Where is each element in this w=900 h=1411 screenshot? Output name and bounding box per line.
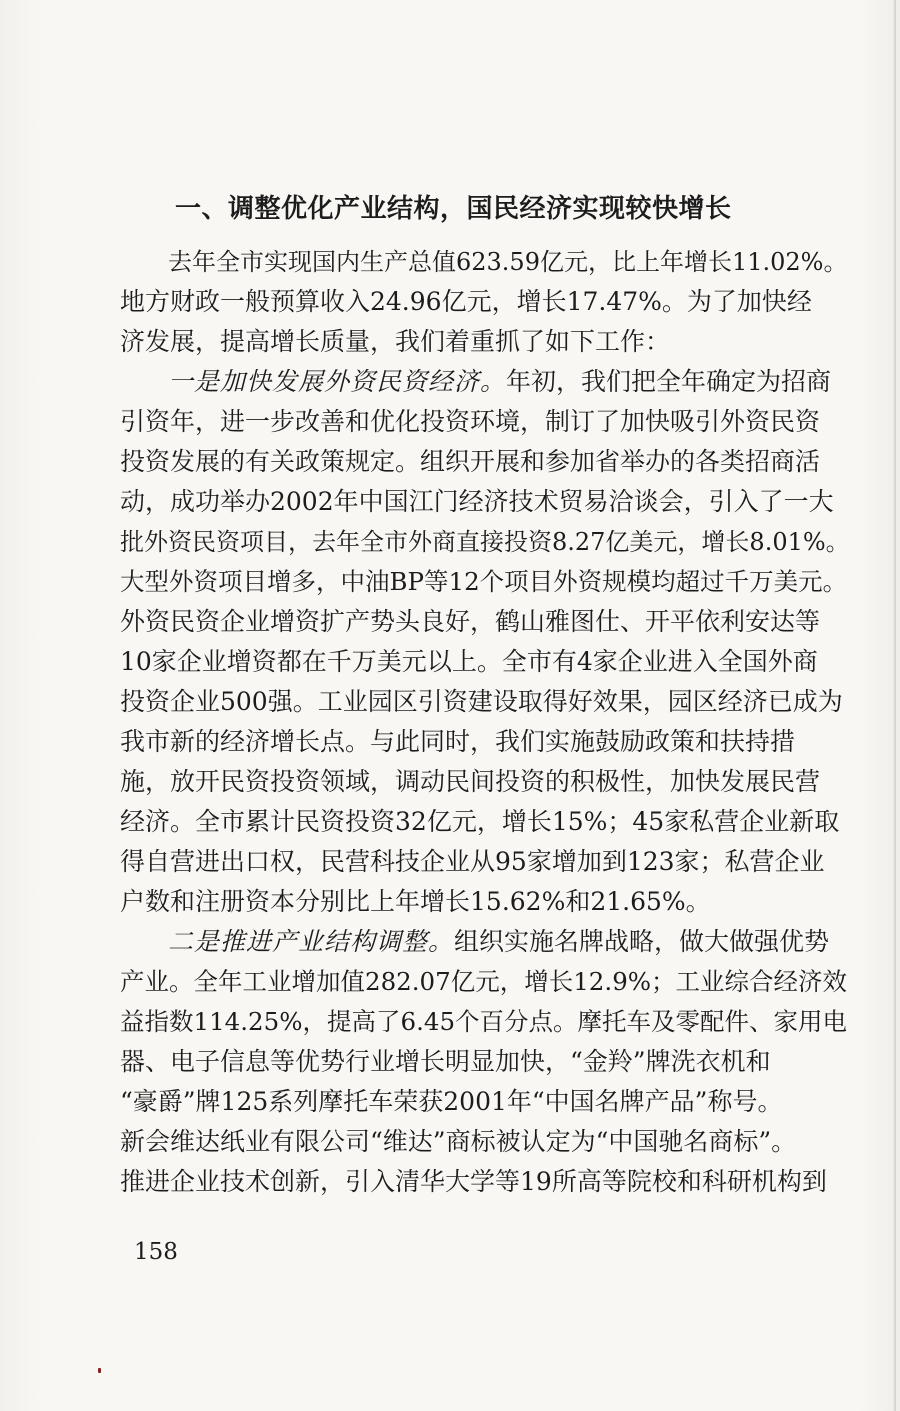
text-line: 动，成功举办2002年中国江门经济技术贸易洽谈会，引入了一大 <box>120 487 834 516</box>
text-line: 引资年，进一步改善和优化投资环境，制订了加快吸引外资民资 <box>120 407 821 436</box>
text-line: 投资发展的有关政策规定。组织开展和参加省举办的各类招商活 <box>120 447 821 476</box>
paragraph-text: 组织实施名牌战略，做大做强优势 <box>454 927 830 956</box>
page-fold-shadow <box>893 0 896 1411</box>
text-line: 大型外资项目增多，中油BP等12个项目外资规模均超过千万美元。 <box>120 567 848 596</box>
text-line: 新会维达纸业有限公司“维达”商标被认定为“中国驰名商标”。 <box>120 1127 797 1156</box>
text-line: 得自营进出口权，民营科技企业从95家增加到123家；私营企业 <box>120 847 825 876</box>
text-line: 济发展，提高增长质量，我们着重抓了如下工作： <box>120 327 671 356</box>
paragraph-lead: 二是推进产业结构调整。 <box>168 927 455 956</box>
text-line: 施，放开民资投资领域，调动民间投资的积极性，加快发展民营 <box>120 767 821 796</box>
text-line: 地方财政一般预算收入24.96亿元，增长17.47%。为了加快经 <box>120 287 812 316</box>
text-line: “豪爵”牌125系列摩托车荣获2001年“中国名牌产品”称号。 <box>120 1087 783 1116</box>
section-heading: 一、调整优化产业结构，国民经济实现较快增长 <box>175 194 732 224</box>
text-line: 经济。全市累计民资投资32亿元，增长15%；45家私营企业新取 <box>120 807 840 836</box>
text-line: 我市新的经济增长点。与此同时，我们实施鼓励政策和扶持措 <box>120 727 796 756</box>
paragraph-lead: 一是加快发展外资民资经济。 <box>168 367 507 396</box>
text-line: 10家企业增资都在千万美元以上。全市有4家企业进入全国外商 <box>120 647 818 676</box>
paragraph-lead-line <box>168 922 858 962</box>
text-line: 去年全市实现国内生产总值623.59亿元，比上年增长11.02%。 <box>168 248 848 276</box>
paragraph-text: 年初，我们把全年确定为招商 <box>506 367 832 396</box>
text-line: 外资民资企业增资扩产势头良好，鹤山雅图仕、开平依利安达等 <box>120 607 821 636</box>
text-line: 投资企业500强。工业园区引资建设取得好效果，园区经济已成为 <box>120 687 843 716</box>
text-line: 产业。全年工业增加值282.07亿元，增长12.9%；工业综合经济效 <box>120 967 848 996</box>
text-line: 器、电子信息等优势行业增长明显加快，“金羚”牌洗衣机和 <box>120 1047 771 1076</box>
text-line: 批外资民资项目，去年全市外商直接投资8.27亿美元，增长8.01%。 <box>120 528 850 556</box>
page-number: 158 <box>134 1239 178 1265</box>
text-line: 户数和注册资本分别比上年增长15.62%和21.65%。 <box>120 887 711 916</box>
text-line: 推进企业技术创新，引入清华大学等19所高等院校和科研机构到 <box>120 1167 827 1196</box>
text-line: 益指数114.25%，提高了6.45个百分点。摩托车及零配件、家用电 <box>120 1007 848 1036</box>
ink-speck <box>98 1368 101 1373</box>
paragraph-lead-line <box>168 362 858 402</box>
